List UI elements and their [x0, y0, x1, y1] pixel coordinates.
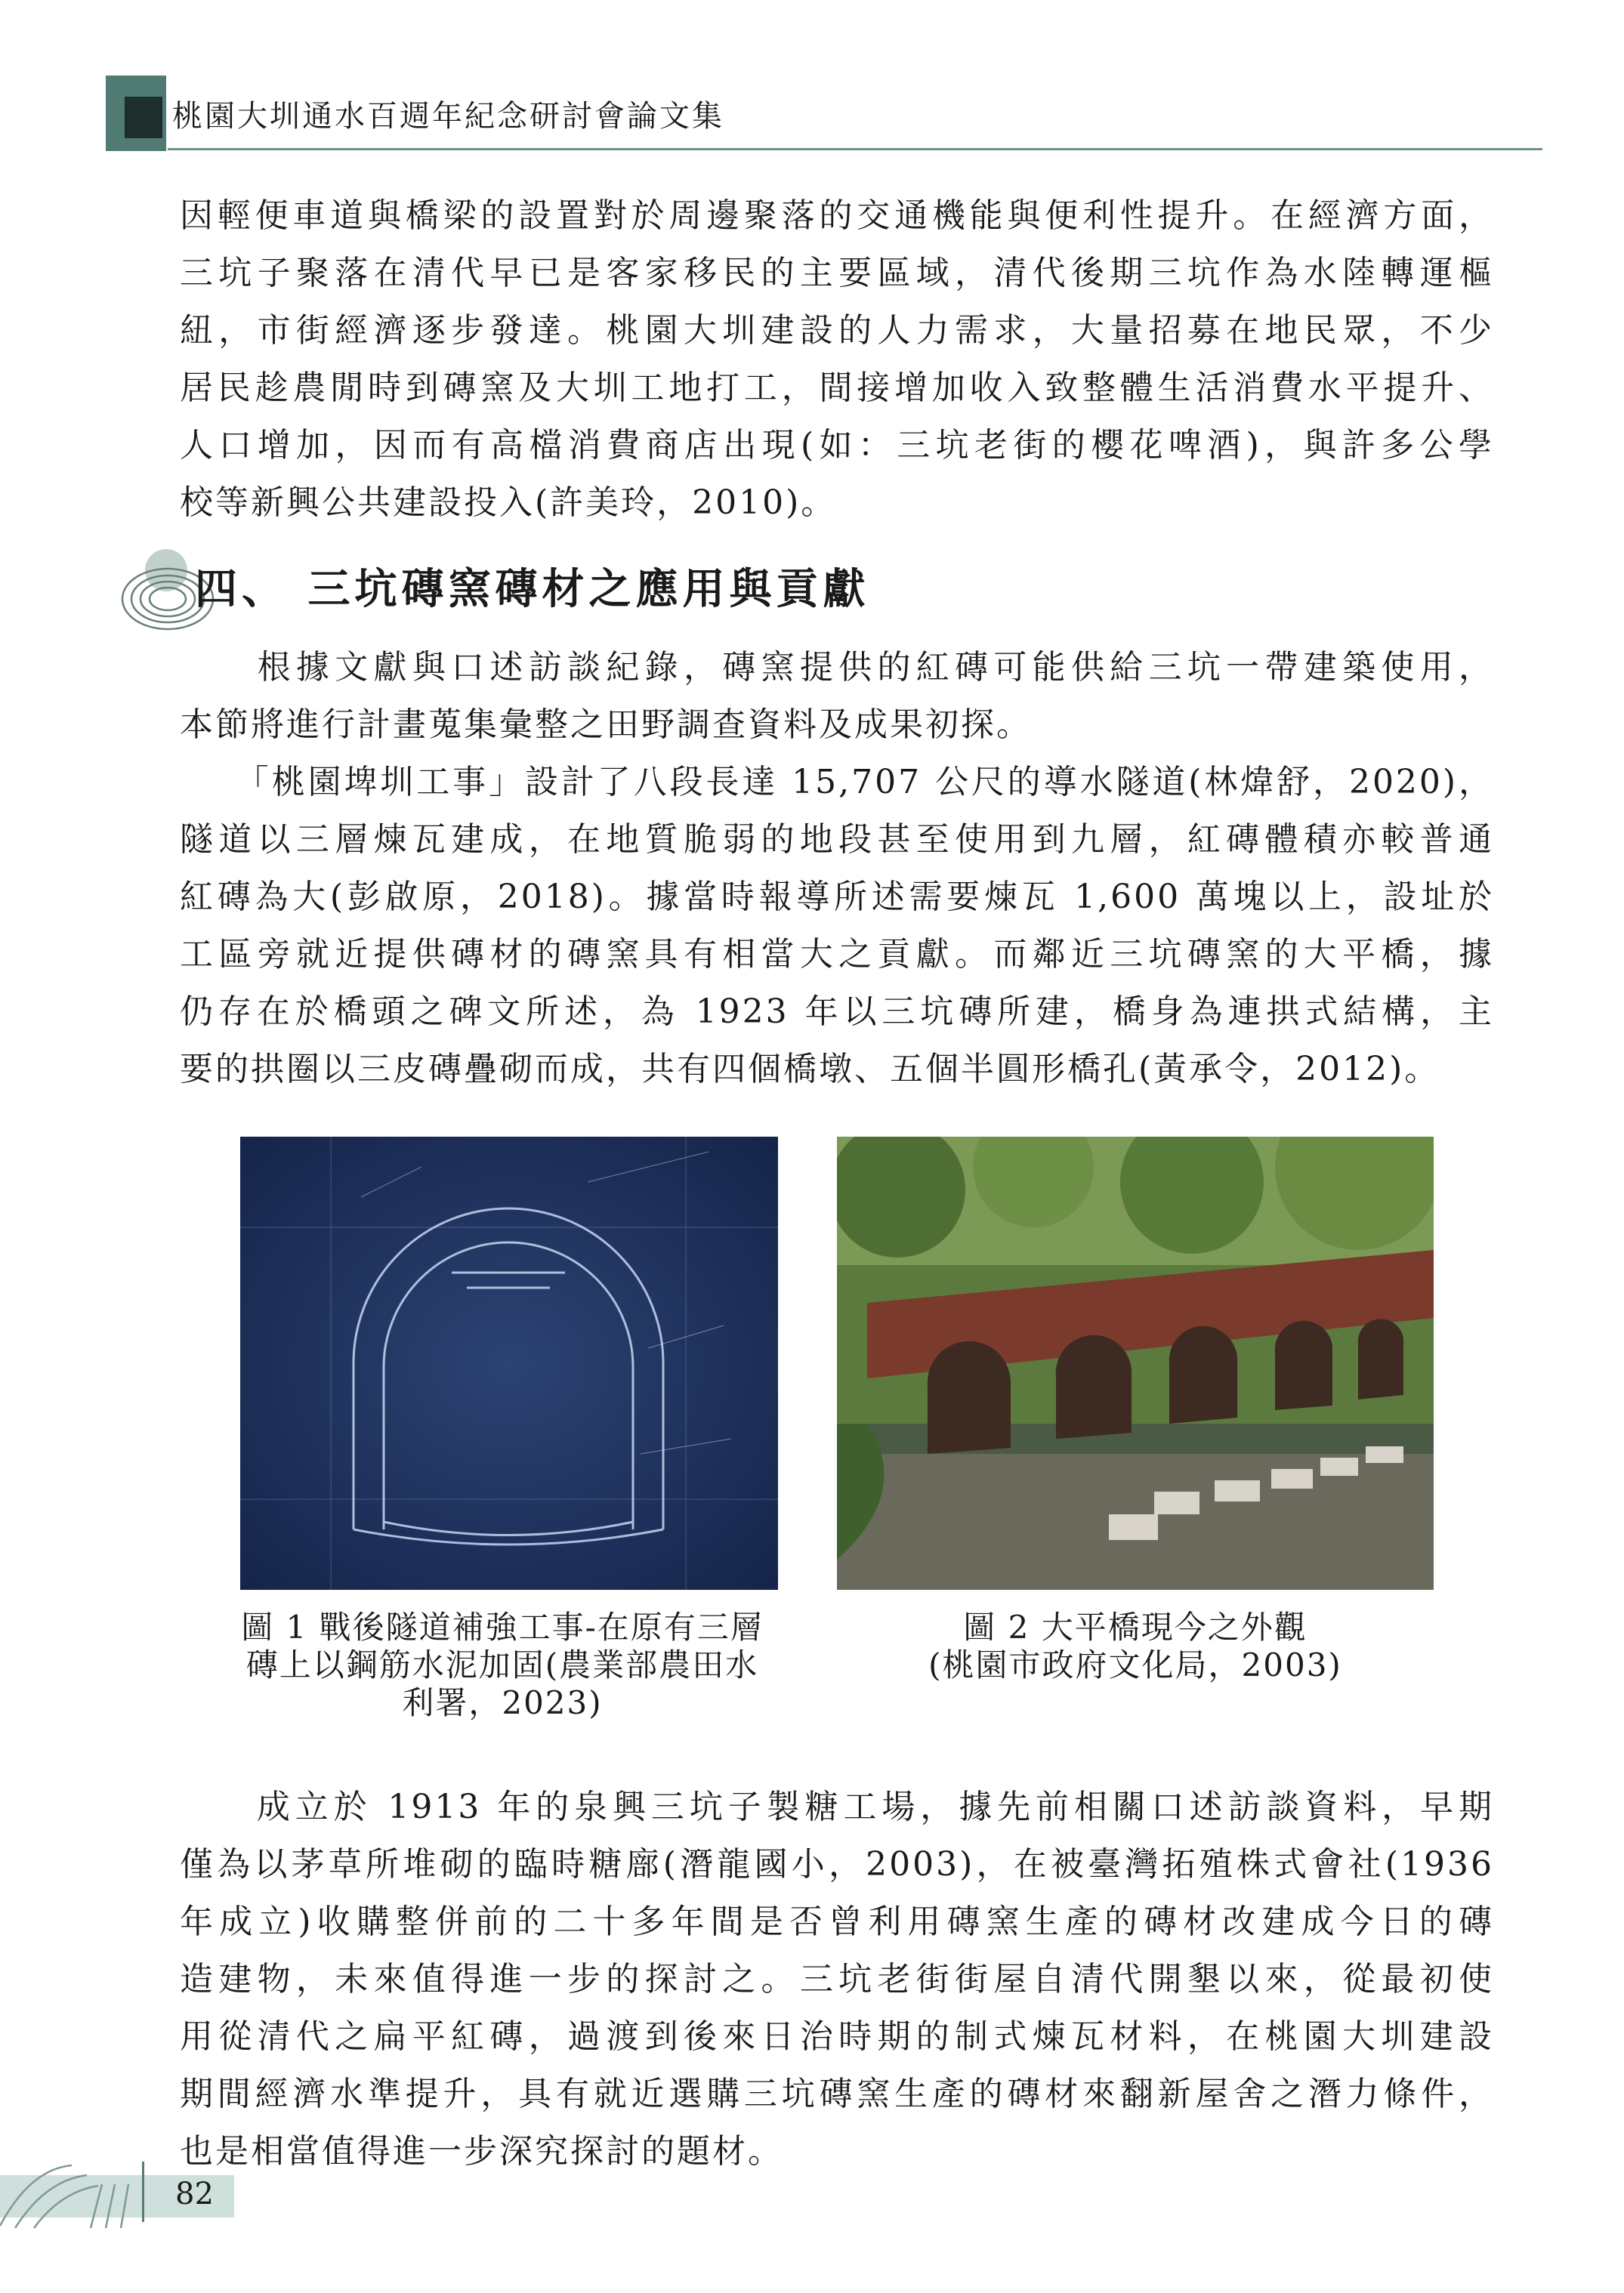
figure-1-caption: [193, 1609, 812, 1722]
header-accent-square: [125, 97, 162, 138]
caption-line: 圖 2 大平橋現今之外觀: [963, 1609, 1308, 1646]
paragraph-intro: [180, 187, 1494, 532]
text-line: 僅為以茅草所堆砌的臨時糖廍(潛龍國小，2003)，在被臺灣拓殖株式會社(1936: [180, 1845, 1494, 1884]
text-line: 用從清代之扁平紅磚，過渡到後來日治時期的制式煉瓦材料，在桃園大圳建設: [180, 2017, 1494, 2056]
caption-line: 圖 1 戰後隧道補強工事-在原有三層: [241, 1609, 764, 1646]
text-line: 校等新興公共建設投入(許美玲，2010)。: [180, 483, 837, 522]
footer-divider: [142, 2162, 144, 2222]
text-line: 根據文獻與口述訪談紀錄，磚窯提供的紅磚可能供給三坑一帶建築使用，: [180, 648, 1494, 687]
caption-line: 磚上以鋼筋水泥加固(農業部農田水: [245, 1646, 759, 1683]
text-line: 三坑子聚落在清代早已是客家移民的主要區域，清代後期三坑作為水陸轉運樞: [180, 254, 1494, 292]
paragraph-sugar-factory: [180, 1779, 1494, 2180]
text-line: 紅磚為大(彭啟原，2018)。據當時報導所述需要煉瓦 1,600 萬塊以上，設址於: [180, 878, 1494, 916]
text-line: 「桃園埤圳工事」設計了八段長達 15,707 公尺的導水隧道(林煒舒，2020)，: [180, 763, 1494, 801]
section-heading: 四、 三坑磚窯磚材之應用與貢獻: [195, 564, 870, 614]
text-line: 居民趁農閒時到磚窯及大圳工地打工，間接增加收入致整體生活消費水平提升、: [180, 369, 1494, 407]
footer-wave-ornament-icon: [0, 2162, 144, 2230]
text-line: 期間經濟水準提升，具有就近選購三坑磚窯生產的磚材來翻新屋舍之潛力條件，: [180, 2075, 1494, 2113]
page-number: 82: [175, 2177, 214, 2211]
text-line: 人口增加，因而有高檔消費商店出現(如：三坑老街的櫻花啤酒)，與許多公學: [180, 426, 1494, 464]
text-line: 造建物，未來值得進一步的探討之。三坑老街街屋自清代開墾以來，從最初使: [180, 1960, 1494, 1998]
text-line: 仍存在於橋頭之碑文所述，為 1923 年以三坑磚所建，橋身為連拱式結構，主: [180, 992, 1494, 1031]
paragraph-intro-section: [180, 639, 1494, 754]
caption-line: 利署，2023): [402, 1684, 603, 1721]
paragraph-tunnel: [180, 754, 1494, 1098]
text-line: 成立於 1913 年的泉興三坑子製糖工場，據先前相關口述訪談資料，早期: [180, 1788, 1494, 1826]
text-line: 因輕便車道與橋梁的設置對於周邊聚落的交通機能與便利性提升。在經濟方面，: [180, 196, 1494, 235]
text-line: 也是相當值得進一步深究探討的題材。: [180, 2132, 783, 2171]
text-line: 要的拱圈以三皮磚疊砌而成，共有四個橋墩、五個半圓形橋孔(黃承令，2012)。: [180, 1050, 1440, 1088]
text-line: 隧道以三層煉瓦建成，在地質脆弱的地段甚至使用到九層，紅磚體積亦較普通: [180, 820, 1494, 859]
text-line: 本節將進行計畫蒐集彙整之田野調查資料及成果初探。: [180, 705, 1032, 744]
figure-2-bridge-photo: [837, 1137, 1434, 1590]
running-header-title: 桃園大圳通水百週年紀念研討會論文集: [172, 99, 724, 134]
text-line: 工區旁就近提供磚材的磚窯具有相當大之貢獻。而鄰近三坑磚窯的大平橋，據: [180, 935, 1494, 974]
text-line: 年成立)收購整併前的二十多年間是否曾利用磚窯生產的磚材改建成今日的磚: [180, 1903, 1494, 1941]
caption-line: (桃園市政府文化局，2003): [928, 1646, 1342, 1683]
header-rule: [168, 148, 1542, 150]
text-line: 紐，市街經濟逐步發達。桃園大圳建設的人力需求，大量招募在地民眾，不少: [180, 311, 1494, 350]
figure-2-caption: [837, 1609, 1434, 1684]
figure-1-blueprint-image: [240, 1137, 778, 1590]
